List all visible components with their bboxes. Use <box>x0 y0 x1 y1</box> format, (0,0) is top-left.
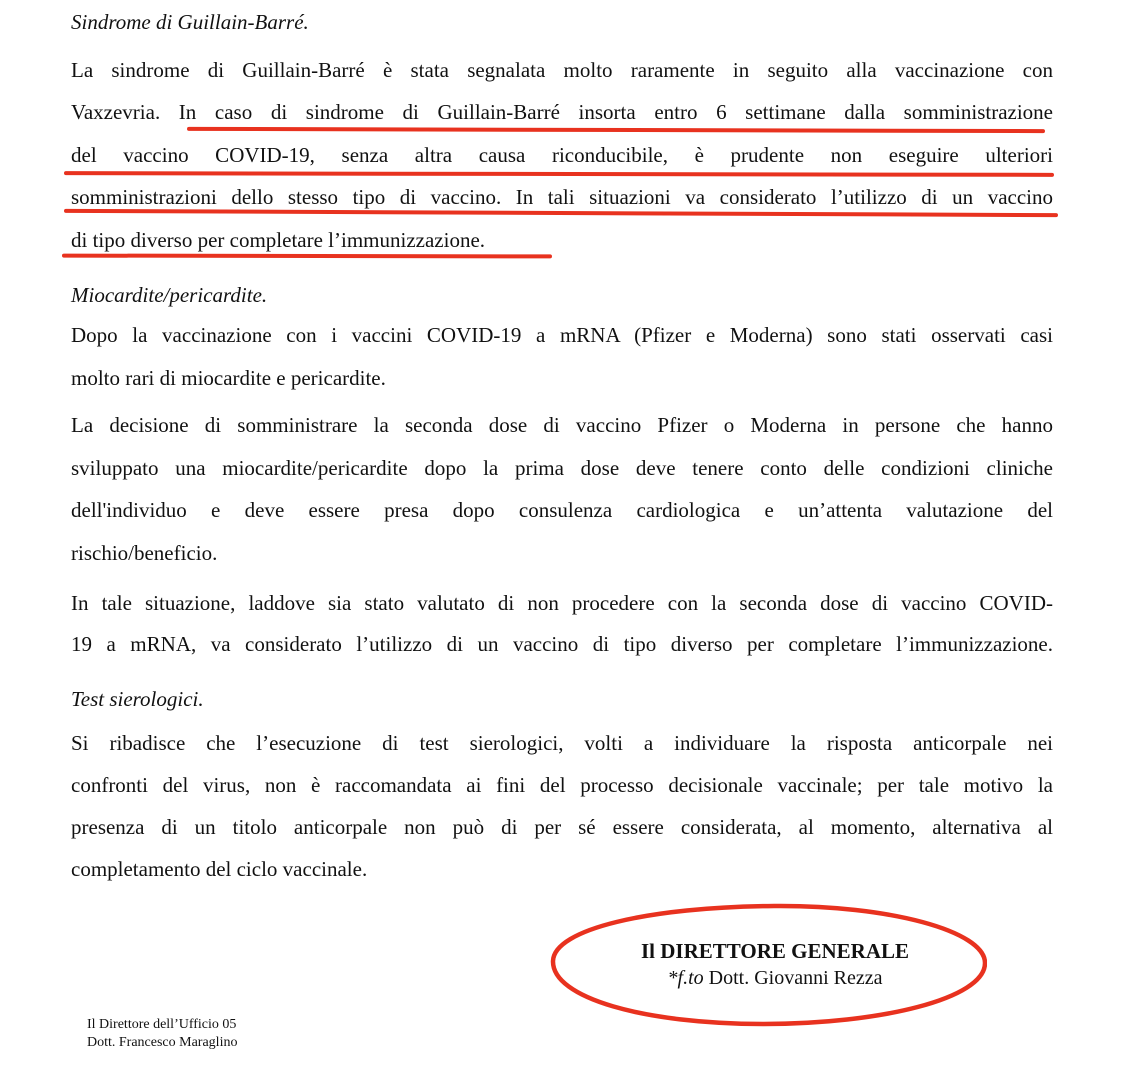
footer-office-director-name: Dott. Francesco Maraglino <box>87 1035 238 1050</box>
highlight-underline <box>62 254 552 259</box>
paragraph-line: dell'individuo e deve essere presa dopo consulenza cardiologica e un’attenta valutazione del <box>71 498 1053 522</box>
section-heading-test-sierologici: Test sierologici. <box>71 687 204 711</box>
paragraph-line: La sindrome di Guillain-Barré è stata segnalata molto raramente in seguito alla vaccinazione con <box>71 58 1053 82</box>
paragraph-line: rischio/beneficio. <box>71 541 218 565</box>
paragraph-line: del vaccino COVID-19, senza altra causa riconducibile, è prudente non eseguire ulteriori <box>71 143 1053 167</box>
paragraph-line: Vaxzevria. In caso di sindrome di Guillain-Barré insorta entro 6 settimane dalla somministrazione <box>71 100 1053 124</box>
paragraph-line: confronti del virus, non è raccomandata ai fini del processo decisionale vaccinale; per tale motivo la <box>71 773 1053 797</box>
section-heading-guillain-barre: Sindrome di Guillain-Barré. <box>71 10 309 34</box>
paragraph-line: Si ribadisce che l’esecuzione di test sierologici, volti a individuare la risposta anticorpale nei <box>71 731 1053 755</box>
section-heading-miocardite: Miocardite/pericardite. <box>71 283 268 307</box>
signature-block <box>560 938 990 992</box>
paragraph-line: sviluppato una miocardite/pericardite dopo la prima dose deve tenere conto delle condizioni cliniche <box>71 456 1053 480</box>
paragraph-line: somministrazioni dello stesso tipo di vaccino. In tali situazioni va considerato l’utilizzo di un vaccino <box>71 185 1053 209</box>
signature-name: Dott. Giovanni Rezza <box>708 967 883 989</box>
footer-office-director: Il Direttore dell’Ufficio 05 <box>87 1017 237 1032</box>
paragraph-line: La decisione di somministrare la seconda dose di vaccino Pfizer o Moderna in persone che hanno <box>71 413 1053 437</box>
paragraph-line: molto rari di miocardite e pericardite. <box>71 366 386 390</box>
paragraph-line: completamento del ciclo vaccinale. <box>71 857 368 881</box>
paragraph-line: di tipo diverso per completare l’immunizzazione. <box>71 228 486 252</box>
signature-title: Il DIRETTORE GENERALE <box>640 939 910 963</box>
highlight-underline <box>64 171 1054 177</box>
signature-name-line <box>560 965 990 992</box>
paragraph-line: Dopo la vaccinazione con i vaccini COVID-19 a mRNA (Pfizer e Moderna) sono stati osservati casi <box>71 323 1053 347</box>
paragraph-line: 19 a mRNA, va considerato l’utilizzo di un vaccino di tipo diverso per completare l’immunizzazione. <box>71 632 1053 656</box>
highlight-underline <box>187 127 1045 133</box>
paragraph-line: In tale situazione, laddove sia stato valutato di non procedere con la seconda dose di vaccino COVID- <box>71 591 1053 615</box>
paragraph-line: presenza di un titolo anticorpale non può di per sé essere considerata, al momento, alternativa al <box>71 815 1053 839</box>
signature-prefix: *f.to <box>667 967 704 989</box>
